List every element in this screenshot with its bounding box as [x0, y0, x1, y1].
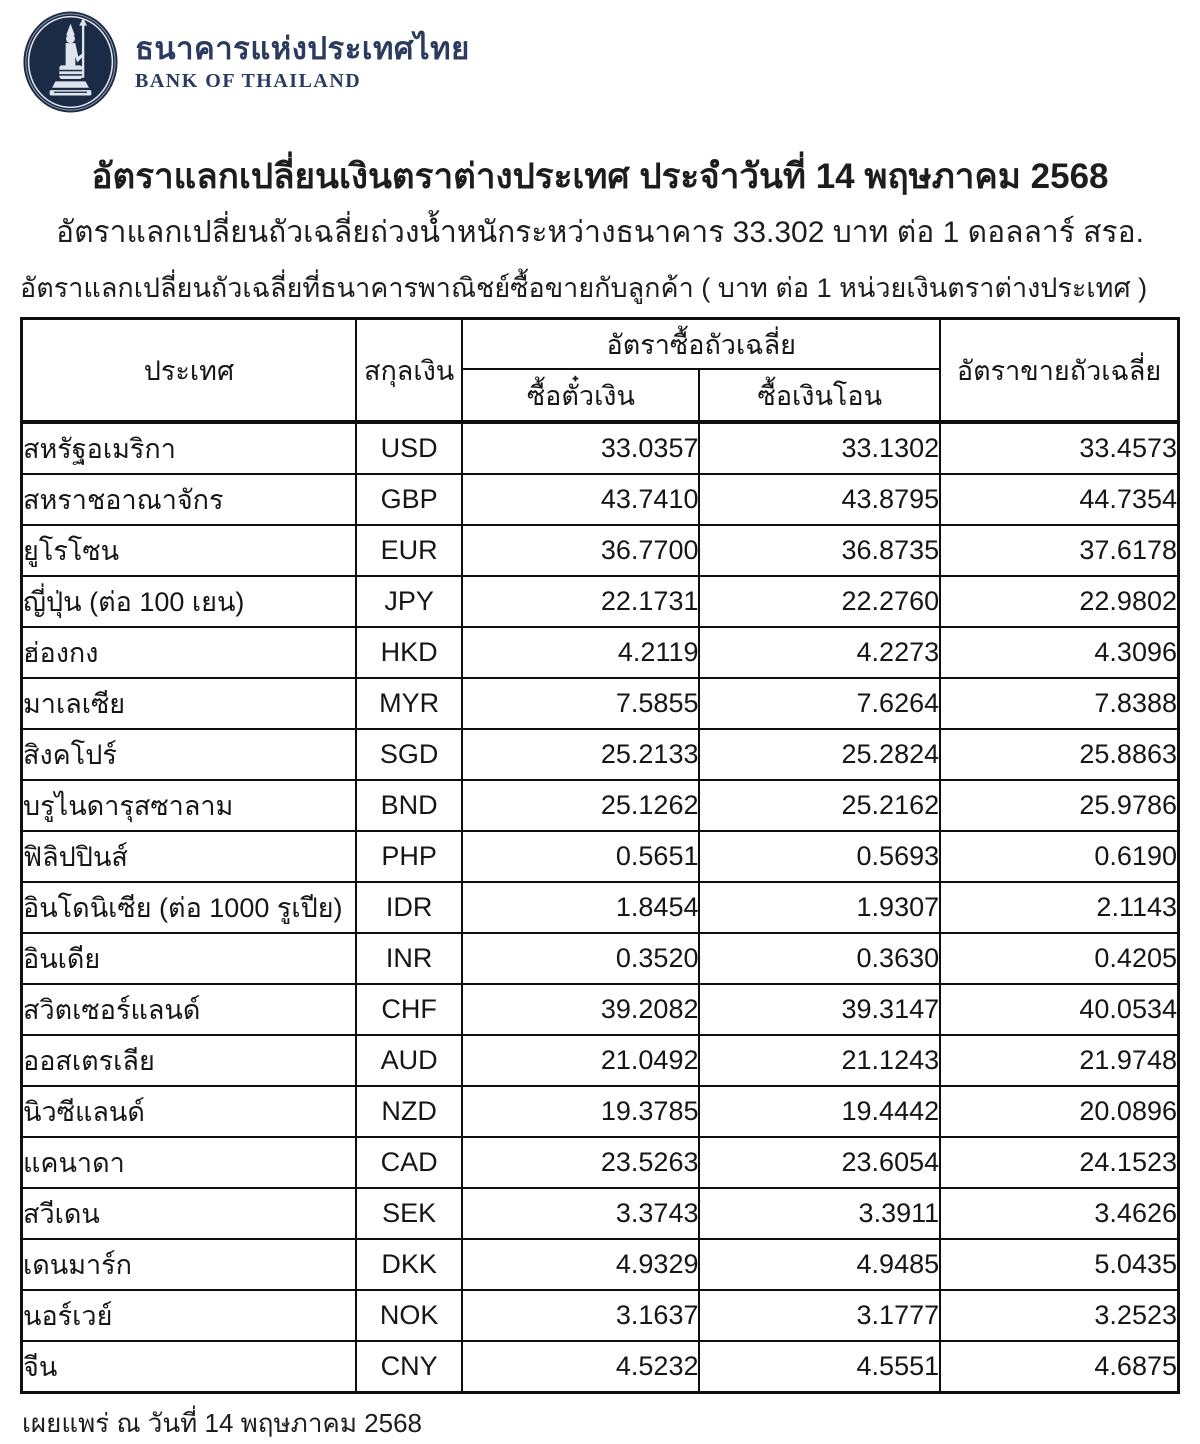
exchange-rate-row: [22, 1035, 1179, 1086]
currency-cell: AUD: [356, 1035, 462, 1086]
currency-cell: USD: [356, 422, 462, 474]
selling-cell: 33.4573: [940, 422, 1178, 474]
country-cell: สวีเดน: [22, 1188, 356, 1239]
customer-rate-caption: อัตราแลกเปลี่ยนถัวเฉลี่ยที่ธนาคารพาณิชย์ซื้อขายกับลูกค้า ( บาท ต่อ 1 หน่วยเงินตราต่างประเทศ ): [20, 273, 1148, 303]
exchange-rate-row: [22, 627, 1179, 678]
country-cell: สวิตเซอร์แลนด์: [22, 984, 356, 1035]
buying-transfer-cell: 22.2760: [699, 576, 940, 627]
buying-transfer-cell: 36.8735: [699, 525, 940, 576]
country-cell: ฮ่องกง: [22, 627, 356, 678]
selling-cell: 5.0435: [940, 1239, 1178, 1290]
selling-cell: 22.9802: [940, 576, 1178, 627]
country-cell: นอร์เวย์: [22, 1290, 356, 1341]
published-date: เผยแพร่ ณ วันที่ 14 พฤษภาคม 2568: [22, 1408, 423, 1439]
buying-transfer-cell: 4.2273: [699, 627, 940, 678]
exchange-rate-row: [22, 1239, 1179, 1290]
currency-cell: BND: [356, 780, 462, 831]
buying-sight-cell: 25.2133: [462, 729, 699, 780]
buying-sight-cell: 33.0357: [462, 422, 699, 474]
selling-cell: 4.6875: [940, 1341, 1178, 1393]
exchange-rate-row: [22, 474, 1179, 525]
bank-header: [22, 8, 1180, 116]
exchange-rate-row: [22, 1137, 1179, 1188]
buying-sight-cell: 0.3520: [462, 933, 699, 984]
bank-of-thailand-logo-icon: [22, 10, 119, 114]
selling-cell: 40.0534: [940, 984, 1178, 1035]
selling-cell: 0.6190: [940, 831, 1178, 882]
buying-sight-cell: 23.5263: [462, 1137, 699, 1188]
table-body: [22, 422, 1179, 1393]
column-header-country: ประเทศ: [22, 319, 356, 423]
currency-cell: GBP: [356, 474, 462, 525]
column-header-buying-group: อัตราซื้อถัวเฉลี่ย: [462, 319, 940, 370]
selling-cell: 25.8863: [940, 729, 1178, 780]
buying-transfer-cell: 3.1777: [699, 1290, 940, 1341]
exchange-rate-row: [22, 576, 1179, 627]
interbank-rate-subtitle: อัตราแลกเปลี่ยนถัวเฉลี่ยถ่วงน้ำหนักระหว่างธนาคาร 33.302 บาท ต่อ 1 ดอลลาร์ สรอ.: [56, 216, 1144, 249]
country-cell: แคนาดา: [22, 1137, 356, 1188]
buying-sight-cell: 25.1262: [462, 780, 699, 831]
country-cell: บรูไนดารุสซาลาม: [22, 780, 356, 831]
buying-transfer-cell: 19.4442: [699, 1086, 940, 1137]
country-cell: ยูโรโซน: [22, 525, 356, 576]
selling-cell: 25.9786: [940, 780, 1178, 831]
currency-cell: NZD: [356, 1086, 462, 1137]
country-cell: ออสเตรเลีย: [22, 1035, 356, 1086]
column-header-buying-transfer: ซื้อเงินโอน: [699, 369, 940, 422]
bank-name-block: [135, 31, 470, 93]
selling-cell: 4.3096: [940, 627, 1178, 678]
buying-transfer-cell: 33.1302: [699, 422, 940, 474]
currency-cell: DKK: [356, 1239, 462, 1290]
buying-sight-cell: 3.1637: [462, 1290, 699, 1341]
exchange-rate-row: [22, 1341, 1179, 1393]
buying-sight-cell: 22.1731: [462, 576, 699, 627]
currency-cell: SGD: [356, 729, 462, 780]
selling-cell: 3.4626: [940, 1188, 1178, 1239]
selling-cell: 44.7354: [940, 474, 1178, 525]
currency-cell: SEK: [356, 1188, 462, 1239]
buying-transfer-cell: 23.6054: [699, 1137, 940, 1188]
buying-transfer-cell: 4.9485: [699, 1239, 940, 1290]
buying-transfer-cell: 0.3630: [699, 933, 940, 984]
selling-cell: 20.0896: [940, 1086, 1178, 1137]
buying-sight-cell: 4.5232: [462, 1341, 699, 1393]
exchange-rate-row: [22, 525, 1179, 576]
page-title: อัตราแลกเปลี่ยนเงินตราต่างประเทศ ประจำวันที่ 14 พฤษภาคม 2568: [91, 157, 1109, 196]
currency-cell: CHF: [356, 984, 462, 1035]
currency-cell: HKD: [356, 627, 462, 678]
selling-cell: 3.2523: [940, 1290, 1178, 1341]
buying-transfer-cell: 4.5551: [699, 1341, 940, 1393]
currency-cell: CNY: [356, 1341, 462, 1393]
buying-transfer-cell: 7.6264: [699, 678, 940, 729]
buying-sight-cell: 0.5651: [462, 831, 699, 882]
exchange-rate-row: [22, 984, 1179, 1035]
buying-sight-cell: 4.2119: [462, 627, 699, 678]
country-cell: มาเลเซีย: [22, 678, 356, 729]
exchange-rate-row: [22, 1188, 1179, 1239]
currency-cell: CAD: [356, 1137, 462, 1188]
buying-transfer-cell: 43.8795: [699, 474, 940, 525]
column-header-buying-sight: ซื้อตั๋วเงิน: [462, 369, 699, 422]
currency-cell: MYR: [356, 678, 462, 729]
bank-name-english: BANK OF THAILAND: [135, 69, 362, 92]
selling-cell: 37.6178: [940, 525, 1178, 576]
buying-transfer-cell: 39.3147: [699, 984, 940, 1035]
table-header: [22, 319, 1179, 423]
buying-sight-cell: 1.8454: [462, 882, 699, 933]
buying-sight-cell: 19.3785: [462, 1086, 699, 1137]
selling-cell: 21.9748: [940, 1035, 1178, 1086]
buying-sight-cell: 21.0492: [462, 1035, 699, 1086]
exchange-rate-row: [22, 729, 1179, 780]
buying-transfer-cell: 25.2824: [699, 729, 940, 780]
exchange-rate-row: [22, 831, 1179, 882]
currency-cell: NOK: [356, 1290, 462, 1341]
buying-transfer-cell: 21.1243: [699, 1035, 940, 1086]
column-header-selling: อัตราขายถัวเฉลี่ย: [940, 319, 1178, 423]
buying-transfer-cell: 3.3911: [699, 1188, 940, 1239]
exchange-rate-row: [22, 882, 1179, 933]
selling-cell: 2.1143: [940, 882, 1178, 933]
exchange-rate-table: [20, 317, 1180, 1394]
country-cell: ฟิลิปปินส์: [22, 831, 356, 882]
exchange-rate-row: [22, 422, 1179, 474]
currency-cell: IDR: [356, 882, 462, 933]
country-cell: สหรัฐอเมริกา: [22, 422, 356, 474]
buying-sight-cell: 7.5855: [462, 678, 699, 729]
country-cell: นิวซีแลนด์: [22, 1086, 356, 1137]
country-cell: สหราชอาณาจักร: [22, 474, 356, 525]
buying-sight-cell: 4.9329: [462, 1239, 699, 1290]
exchange-rate-row: [22, 933, 1179, 984]
selling-cell: 24.1523: [940, 1137, 1178, 1188]
currency-cell: PHP: [356, 831, 462, 882]
selling-cell: 7.8388: [940, 678, 1178, 729]
country-cell: ญี่ปุ่น (ต่อ 100 เยน): [22, 576, 356, 627]
exchange-rate-row: [22, 1086, 1179, 1137]
currency-cell: INR: [356, 933, 462, 984]
country-cell: สิงคโปร์: [22, 729, 356, 780]
exchange-rate-row: [22, 780, 1179, 831]
country-cell: อินโดนิเซีย (ต่อ 1000 รูเปีย): [22, 882, 356, 933]
buying-sight-cell: 43.7410: [462, 474, 699, 525]
currency-cell: EUR: [356, 525, 462, 576]
exchange-rate-row: [22, 1290, 1179, 1341]
column-header-currency: สกุลเงิน: [356, 319, 462, 423]
exchange-rate-row: [22, 678, 1179, 729]
buying-sight-cell: 36.7700: [462, 525, 699, 576]
country-cell: อินเดีย: [22, 933, 356, 984]
country-cell: เดนมาร์ก: [22, 1239, 356, 1290]
buying-transfer-cell: 25.2162: [699, 780, 940, 831]
country-cell: จีน: [22, 1341, 356, 1393]
selling-cell: 0.4205: [940, 933, 1178, 984]
buying-transfer-cell: 1.9307: [699, 882, 940, 933]
currency-cell: JPY: [356, 576, 462, 627]
bank-name-thai: ธนาคารแห่งประเทศไทย: [135, 31, 470, 67]
buying-sight-cell: 3.3743: [462, 1188, 699, 1239]
buying-sight-cell: 39.2082: [462, 984, 699, 1035]
buying-transfer-cell: 0.5693: [699, 831, 940, 882]
